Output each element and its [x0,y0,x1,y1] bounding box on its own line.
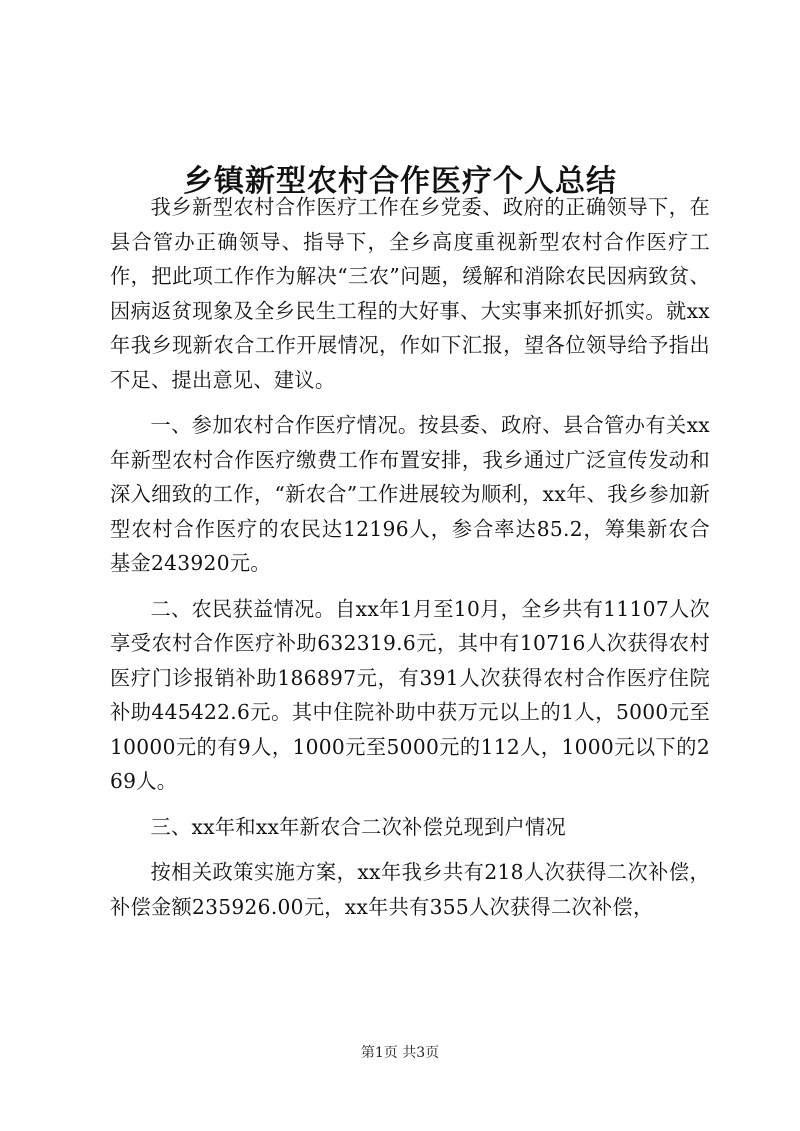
paragraph-section-2: 二、农民获益情况。自xx年1月至10月，全乡共有11107人次享受农村合作医疗补助632319.6元，其中有10716人次获得农村医疗门诊报销补助186897元，有391人次获得农村合作医疗住院补助445422.6元。其中住院补助中获万元以上的1人，5000元至10000元的有9人，1000元至5000元的112人，1000元以下的269人。 [110,596,710,793]
document-title: 乡镇新型农村合作医疗个人总结 [183,164,617,200]
paragraph-intro: 我乡新型农村合作医疗工作在乡党委、政府的正确领导下，在县合管办正确领导、指导下，全乡高度重视新型农村合作医疗工作，把此项工作作为解决“三农”问题，缓解和消除农民因病致贫、因病返贫现象及全乡民生工程的大好事、大实事来抓好抓实。就xx年我乡现新农合工作开展情况，作如下汇报，望各位领导给予指出不足、提出意见、建议。 [110,195,710,392]
paragraph-section-1: 一、参加农村合作医疗情况。按县委、政府、县合管办有关xx年新型农村合作医疗缴费工作布置安排，我乡通过广泛宣传发动和深入细致的工作，“新农合”工作进展较为顺利，xx年、我乡参加新型农村合作医疗的农民达12196人，参合率达85.2，筹集新农合基金243920元。 [110,413,710,575]
paragraph-section-3-heading: 三、xx年和xx年新农合二次补偿兑现到户情况 [150,814,567,839]
paragraph-section-3-body: 按相关政策实施方案，xx年我乡共有218人次获得二次补偿，补偿金额235926.00元，xx年共有355人次获得二次补偿， [110,860,710,919]
document-body [110,190,710,935]
page-number: 第1页 共3页 [360,1045,440,1061]
